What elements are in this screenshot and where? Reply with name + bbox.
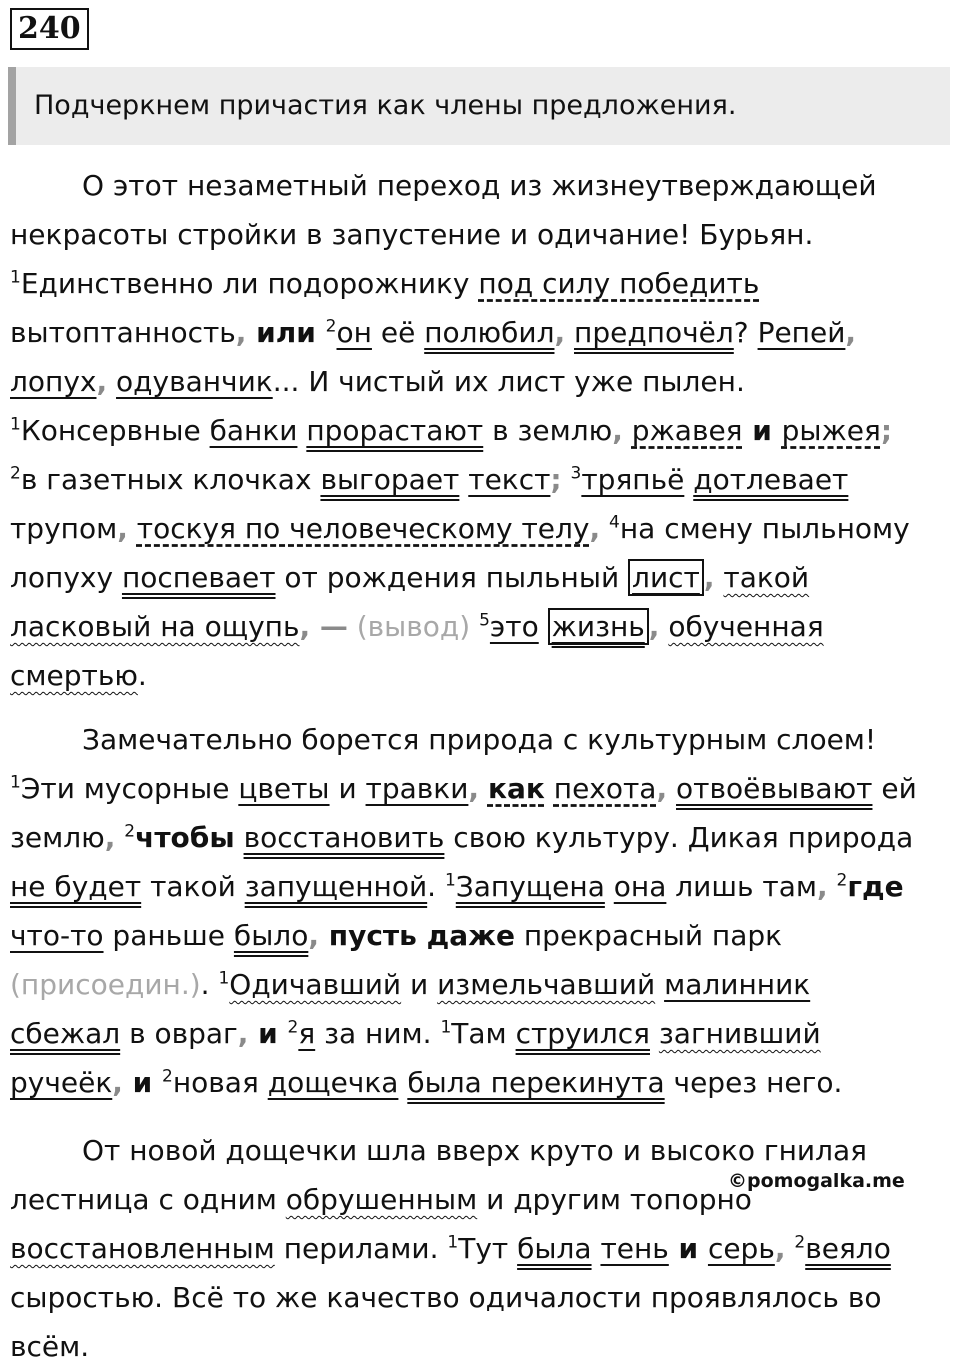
- punctuation-mark: ,: [554, 316, 566, 349]
- punctuation-mark: ,: [96, 365, 108, 398]
- text-line: [10, 455, 952, 504]
- punctuation-mark: ,: [774, 1232, 786, 1265]
- word: такой: [141, 870, 245, 903]
- word: прекрасный парк: [514, 919, 783, 952]
- note: (присоедин.): [10, 968, 201, 1001]
- predicate: не будет: [10, 870, 142, 903]
- word: перилами.: [274, 1232, 448, 1265]
- word: от рождения пыльный: [275, 561, 629, 594]
- subject: он: [336, 316, 372, 349]
- subject: лопух: [10, 365, 97, 398]
- adverbial: пехота: [553, 772, 657, 805]
- word: Эти мусорные: [20, 772, 239, 805]
- adverbial: тоскуя по человеческому телу: [136, 512, 590, 545]
- word: лестница с одним: [10, 1183, 286, 1216]
- space: [235, 821, 244, 854]
- subject: текст: [468, 463, 551, 496]
- space: [655, 968, 664, 1001]
- adverbial: рыжея: [781, 414, 881, 447]
- punctuation-mark: ,: [104, 821, 116, 854]
- word: через него.: [664, 1066, 843, 1099]
- definition: обученная: [668, 610, 824, 643]
- punctuation-mark: ;: [550, 463, 562, 496]
- space: [650, 1017, 659, 1050]
- space: [479, 772, 488, 805]
- subject: что-то: [10, 919, 104, 952]
- definition: измельчавший: [437, 968, 656, 1001]
- sentence-index: 1: [10, 414, 21, 435]
- word: Консервные: [20, 414, 210, 447]
- sentence-index: 2: [162, 1066, 173, 1087]
- note: (вывод): [347, 610, 480, 643]
- subject: травки: [365, 772, 469, 805]
- word: в овраг: [120, 1017, 238, 1050]
- subject: ручеёк: [10, 1066, 113, 1099]
- text-line: [10, 1224, 952, 1273]
- space: [107, 365, 116, 398]
- conjunction: и: [668, 1232, 708, 1265]
- text-line: [10, 1058, 952, 1107]
- adverbial: ржавея: [631, 414, 743, 447]
- sentence-index: 1: [444, 870, 456, 891]
- punctuation-mark: ,: [703, 561, 715, 594]
- text-line: От новой дощечки шла вверх круто и высоко гнилая: [82, 1134, 867, 1167]
- sentence-index: 1: [440, 1017, 452, 1038]
- subject: малинник: [664, 968, 811, 1001]
- word: лопуху: [10, 561, 122, 594]
- paragraph-1: [10, 161, 952, 700]
- conjunction: или: [246, 316, 326, 349]
- space: [297, 414, 306, 447]
- task-text: Подчеркнем причастия как члены предложения.: [34, 90, 737, 121]
- text-line: [10, 911, 952, 960]
- text-line: [10, 1009, 952, 1058]
- punctuation-mark: ,: [112, 1066, 123, 1099]
- punctuation-mark: ,: [612, 414, 623, 447]
- predicate: восстановить: [243, 821, 445, 854]
- space: [539, 610, 548, 643]
- text-line: [10, 862, 952, 911]
- watermark: ©pomogalka.me: [728, 1170, 905, 1192]
- word: Единственно ли подорожнику: [20, 267, 479, 300]
- subject: серь: [707, 1232, 775, 1265]
- subject: тень: [600, 1232, 669, 1265]
- punctuation-mark: , —: [299, 610, 348, 643]
- text-line: [10, 357, 952, 406]
- sentence-index: 2: [124, 821, 136, 842]
- conjunction: как: [487, 772, 545, 805]
- predicate: сбежал: [10, 1017, 121, 1050]
- word: и другим топорно: [477, 1183, 752, 1216]
- word: землю: [10, 821, 105, 854]
- text-line: некрасоты стройки в запустение и одичание! Бурьян.: [10, 218, 814, 251]
- definition: обрушенным: [285, 1183, 478, 1216]
- text-line: [10, 960, 952, 1009]
- conjunction: пусть даже: [318, 919, 515, 952]
- punctuation-mark: ,: [589, 512, 601, 545]
- word: ... И чистый их лист уже пылен.: [272, 365, 745, 398]
- predicate: веяло: [805, 1232, 891, 1265]
- sentence-index: 2: [794, 1232, 806, 1253]
- space: [684, 463, 693, 496]
- punctuation-mark: ,: [235, 316, 247, 349]
- punctuation-mark: ,: [845, 316, 857, 349]
- predicate: прорастают: [306, 414, 484, 447]
- sentence-index: 3: [570, 463, 582, 484]
- word: .: [137, 659, 147, 692]
- definition: ласковый на ощупь: [10, 610, 300, 643]
- word: за ним.: [315, 1017, 441, 1050]
- predicate: струился: [515, 1017, 650, 1050]
- subject: она: [613, 870, 667, 903]
- word: новая: [172, 1066, 268, 1099]
- text-line: [10, 553, 952, 602]
- conjunction: и: [742, 414, 782, 447]
- predicate: отвоёвывают: [676, 772, 873, 805]
- main-word-box: лист: [628, 559, 704, 596]
- sentence-index: 2: [287, 1017, 299, 1038]
- predicate: полюбил: [424, 316, 555, 349]
- word: и: [329, 772, 366, 805]
- conjunction: где: [847, 870, 904, 903]
- text-line: [10, 504, 952, 553]
- space: [659, 610, 668, 643]
- predicate: была перекинута: [407, 1066, 665, 1099]
- text-line: [10, 764, 952, 813]
- space: [623, 414, 632, 447]
- word: Там: [451, 1017, 516, 1050]
- definition: такой: [723, 561, 810, 594]
- sentence-index: 5: [479, 610, 490, 631]
- predicate: предпочёл: [574, 316, 734, 349]
- predicate: запущенной: [244, 870, 428, 903]
- word: ей: [872, 772, 917, 805]
- punctuation-mark: ,: [816, 870, 828, 903]
- paragraph-3: [10, 1126, 952, 1371]
- subject: банки: [209, 414, 298, 447]
- definition: загнивший: [658, 1017, 821, 1050]
- space: [565, 316, 574, 349]
- text-line: [10, 602, 952, 651]
- word: и: [401, 968, 438, 1001]
- subject: тряпьё: [581, 463, 685, 496]
- predicate: Запущена: [455, 870, 605, 903]
- conjunction: чтобы: [135, 821, 235, 854]
- space: [545, 772, 554, 805]
- subject: цветы: [238, 772, 330, 805]
- definition: смертью: [10, 659, 138, 692]
- text-line: [10, 406, 952, 455]
- word: в землю: [483, 414, 613, 447]
- space: [605, 870, 614, 903]
- word: раньше: [103, 919, 234, 952]
- subject: Репей: [757, 316, 846, 349]
- paragraph-2: [10, 715, 952, 1107]
- subject: одуванчик: [116, 365, 273, 398]
- sentence-index: 1: [447, 1232, 459, 1253]
- word: ?: [733, 316, 758, 349]
- subject: это: [489, 610, 539, 643]
- word: её: [371, 316, 425, 349]
- exercise-number: 240: [10, 8, 89, 50]
- punctuation-mark: ,: [656, 772, 668, 805]
- main-word-box: жизнь: [548, 608, 649, 645]
- punctuation-mark: ;: [880, 414, 893, 447]
- conjunction: и: [248, 1017, 288, 1050]
- sentence-index: 1: [10, 267, 21, 288]
- word: вытоптанность: [10, 316, 236, 349]
- punctuation-mark: ,: [237, 1017, 249, 1050]
- word: на смену пыльному: [619, 512, 910, 545]
- word: лишь там: [666, 870, 817, 903]
- predicate: поспевает: [121, 561, 276, 594]
- text-line: всём.: [10, 1330, 90, 1363]
- space: [459, 463, 468, 496]
- sentence-index: 1: [10, 772, 21, 793]
- sentence-index: 4: [609, 512, 620, 533]
- punctuation-mark: ,: [117, 512, 128, 545]
- word: Тут: [458, 1232, 518, 1265]
- predicate: была: [517, 1232, 592, 1265]
- sentence-index: 2: [836, 870, 848, 891]
- word: трупом: [10, 512, 118, 545]
- sentence-index: 1: [218, 968, 230, 989]
- punctuation-mark: ,: [648, 610, 660, 643]
- space: [398, 1066, 407, 1099]
- conjunction: и: [122, 1066, 163, 1099]
- definition: восстановленным: [10, 1232, 275, 1265]
- subject: я: [298, 1017, 316, 1050]
- text-line: Замечательно борется природа с культурным слоем!: [82, 723, 877, 756]
- predicate: под силу победить: [478, 267, 760, 300]
- word: в газетных клочках: [20, 463, 321, 496]
- text-line: [10, 259, 952, 308]
- text-line: [10, 308, 952, 357]
- word: .: [200, 968, 219, 1001]
- text-line: О этот незаметный переход из жизнеутверждающей: [82, 169, 877, 202]
- text-line: сыростью. Всё то же качество одичалости проявлялось во: [10, 1281, 882, 1314]
- definition: Одичавший: [229, 968, 402, 1001]
- sentence-index: 2: [325, 316, 337, 337]
- sentence-index: 2: [10, 463, 21, 484]
- word: свою культуру. Дикая природа: [444, 821, 914, 854]
- punctuation-mark: ,: [468, 772, 480, 805]
- predicate: было: [233, 919, 309, 952]
- text-line: [10, 651, 952, 700]
- subject: дощечка: [267, 1066, 399, 1099]
- space: [128, 512, 137, 545]
- space: [667, 772, 676, 805]
- word: .: [427, 870, 445, 903]
- predicate: дотлевает: [693, 463, 849, 496]
- task-banner: [8, 67, 950, 145]
- text-line: [10, 813, 952, 862]
- punctuation-mark: ,: [308, 919, 319, 952]
- predicate: выгорает: [320, 463, 460, 496]
